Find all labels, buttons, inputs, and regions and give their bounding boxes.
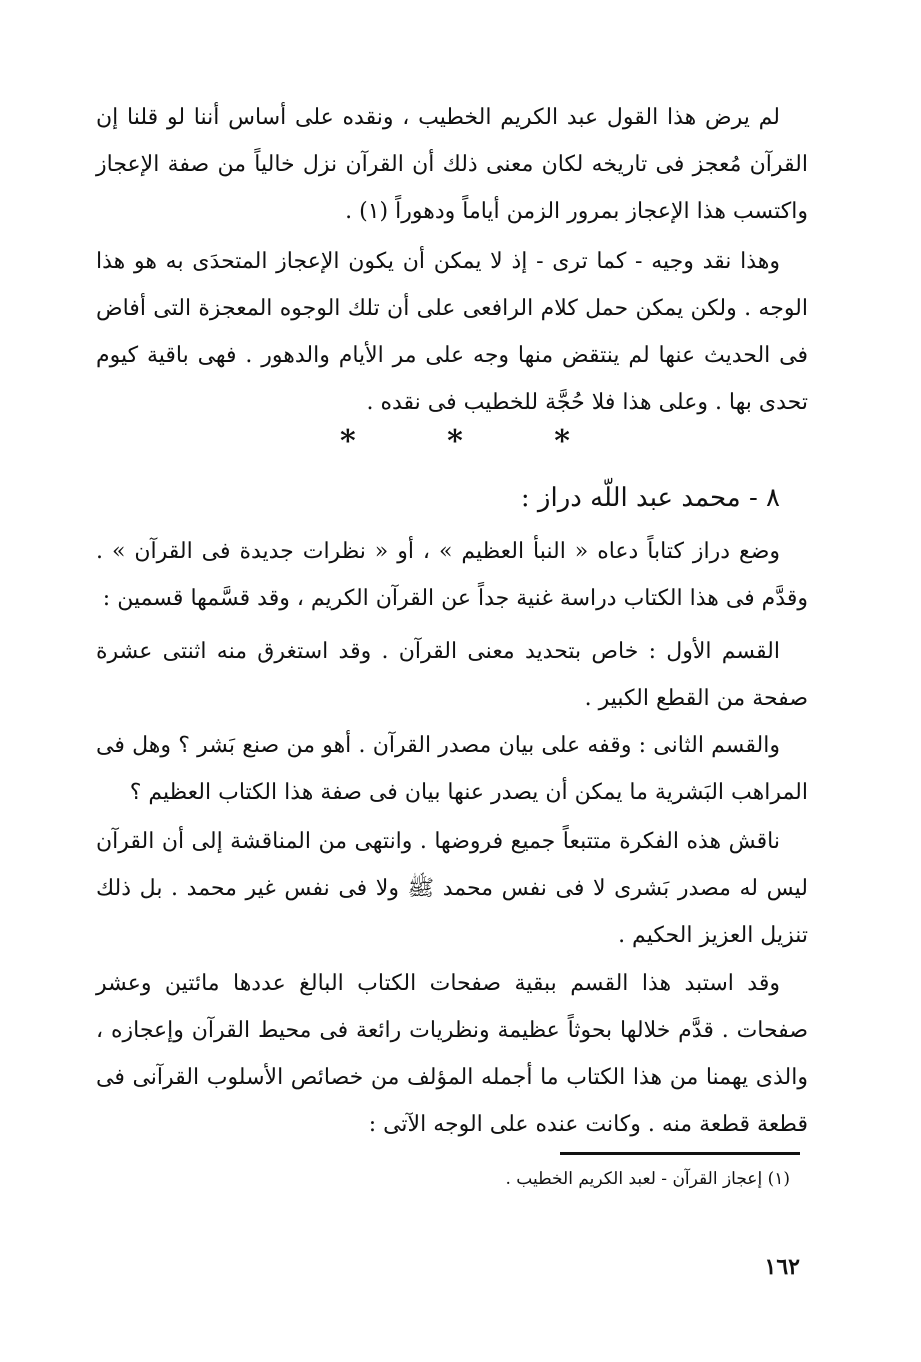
paragraph-text: لم يرض هذا القول عبد الكريم الخطيب ، ونقده على أساس أننا لو قلنا إن القرآن مُعجز فى تاريخه لكان معنى ذلك أن القرآن نزل خالياً من صفة الإعجاز واكتسب هذا الإعجاز بمرور الزمن أياماً ودهوراً (١) .: [96, 105, 808, 224]
paragraph-part-one: [96, 628, 808, 722]
paragraph-text: وهذا نقد وجيه - كما ترى - إذ لا يمكن أن يكون الإعجاز المتحدَى به هو هذا الوجه . ولكن يمكن حمل كلام الرافعى على أن تلك الوجوه المعجزة التى أفاض فى الحديث عنها لم ينتقض منها وجه على مر الأيام والدهور . فهى باقية كيوم تحدى بها . وعلى هذا فلا حُجَّة للخطيب فى نقده .: [96, 249, 808, 415]
paragraph-remaining-pages: [96, 960, 808, 1148]
paragraph-text: ناقش هذه الفكرة متتبعاً جميع فروضها . وانتهى من المناقشة إلى أن القرآن ليس له مصدر بَشرى لا فى نفس محمد ﷺ ولا فى نفس غير محمد . بل ذلك تنزيل العزيز الحكيم .: [96, 829, 808, 948]
asterisk-icon: *: [447, 424, 463, 459]
asterisk-icon: *: [554, 424, 570, 459]
footnote-divider: [560, 1152, 800, 1155]
paragraph-part-two: [96, 722, 808, 816]
section-heading: ٨ - محمد عبد اللّه دراز :: [520, 483, 780, 513]
paragraph-text: القسم الأول : خاص بتحديد معنى القرآن . وقد استغرق منه اثنتى عشرة صفحة من القطع الكبير .: [96, 639, 808, 711]
footnote: (١) إعجاز القرآن - لعبد الكريم الخطيب .: [505, 1169, 790, 1189]
paragraph-book-intro: [96, 528, 808, 622]
page-number: ١٦٢: [764, 1254, 800, 1280]
paragraph-text: وضع دراز كتاباً دعاه « النبأ العظيم » ، أو « نظرات جديدة فى القرآن » . وقدَّم فى هذا الكتاب دراسة غنية جداً عن القرآن الكريم ، وقد قسَّمها قسمين :: [96, 539, 808, 611]
paragraph-discussion: [96, 818, 808, 959]
paragraph-khatib-critique: [96, 94, 808, 235]
paragraph-rafii-response: [96, 238, 808, 426]
asterisk-icon: *: [340, 424, 356, 459]
paragraph-text: والقسم الثانى : وقفه على بيان مصدر القرآن . أهو من صنع بَشر ؟ وهل فى المراهب البَشرية ما يمكن أن يصدر عنها بيان فى صفة هذا الكتاب العظيم ؟: [96, 733, 808, 805]
section-separator: [340, 424, 570, 460]
paragraph-text: وقد استبد هذا القسم ببقية صفحات الكتاب البالغ عددها مائتين وعشر صفحات . قدَّم خلالها بحوثاً عظيمة ونظريات رائعة فى محيط القرآن وإعجازه ، والذى يهمنا من هذا الكتاب ما أجمله المؤلف من خصائص الأسلوب القرآنى فى قطعة قطعة منه . وكانت عنده على الوجه الآتى :: [96, 971, 808, 1137]
